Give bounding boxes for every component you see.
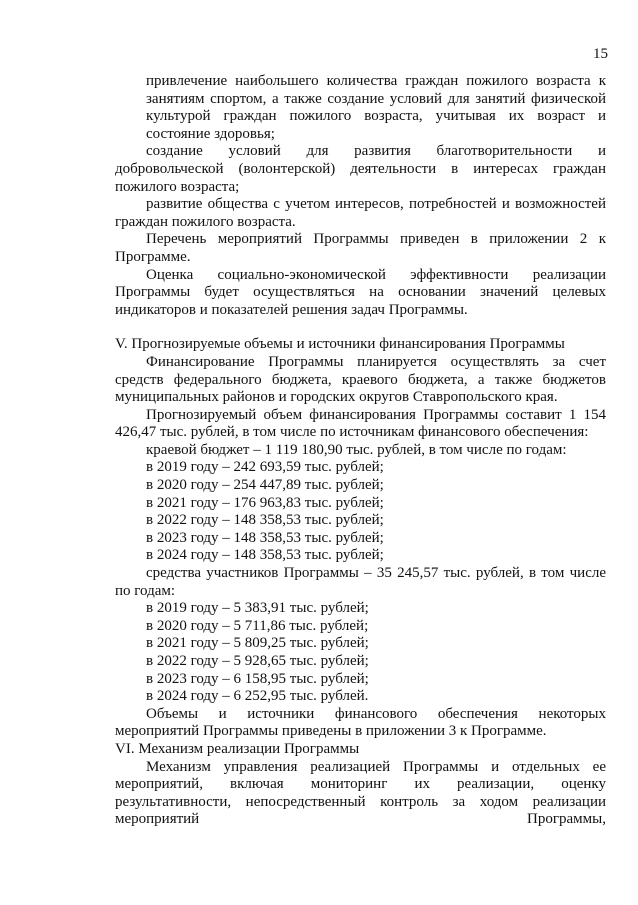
paragraph: создание условий для развития благотворительности и добровольческой (волонтерской) деятельности в интересах граждан пожилого возраста; [115,143,606,195]
funding-source-regional: краевой бюджет – 1 119 180,90 тыс. рублей, в том числе по годам: [146,441,567,458]
paragraph: Объемы и источники финансового обеспечения некоторых мероприятий Программы приведены в приложении 3 к Программе. [115,705,606,740]
paragraph: Механизм управления реализацией Программы и отдельных ее мероприятий, включая мониторинг их реализации, оценку результативности, непосредственный контроль за ходом реализации мероприятий Программы, [115,758,606,828]
document-body [115,73,606,829]
paragraph: Оценка социально-экономической эффективности реализации Программы будет осуществляться на основании значений целевых индикаторов и показателей решения задач Программы. [115,266,606,318]
participants-year-line: в 2024 году – 6 252,95 тыс. рублей. [146,688,369,705]
regional-year-line: в 2023 году – 148 358,53 тыс. рублей; [146,529,384,546]
participants-year-line: в 2020 году – 5 711,86 тыс. рублей; [146,617,369,634]
section-heading-v: V. Прогнозируемые объемы и источники финансирования Программы [115,336,565,353]
paragraph: Прогнозируемый объем финансирования Программы составит 1 154 426,47 тыс. рублей, в том числе по источникам финансового обеспечения: [115,406,606,441]
participants-year-line: в 2022 году – 5 928,65 тыс. рублей; [146,653,369,669]
section-heading-vi: VI. Механизм реализации Программы [115,740,360,757]
participants-year-line: в 2019 году – 5 383,91 тыс. рублей; [146,600,369,617]
participants-year-line: в 2023 году – 6 158,95 тыс. рублей; [146,670,369,687]
paragraph: Перечень мероприятий Программы приведен в приложении 2 к Программе. [115,231,606,265]
page-number: 15 [593,46,608,62]
paragraph: Финансирование Программы планируется осуществлять за счет средств федерального бюджета, краевого бюджета, а также бюджетов муниципальных районов и городских округов Ставропольского края. [115,353,606,406]
regional-year-line: в 2022 году – 148 358,53 тыс. рублей; [146,512,384,529]
funding-source-participants: средства участников Программы – 35 245,57 тыс. рублей, в том числе по годам: [115,565,606,599]
regional-year-line: в 2024 году – 148 358,53 тыс. рублей; [146,547,384,564]
participants-year-line: в 2021 году – 5 809,25 тыс. рублей; [146,635,369,652]
paragraph: развитие общества с учетом интересов, потребностей и возможностей граждан пожилого возраста. [115,196,606,230]
regional-year-line: в 2020 году – 254 447,89 тыс. рублей; [146,477,384,494]
regional-year-line: в 2019 году – 242 693,59 тыс. рублей; [146,459,384,476]
regional-year-line: в 2021 году – 176 963,83 тыс. рублей; [146,494,384,511]
paragraph: привлечение наибольшего количества граждан пожилого возраста к занятиям спортом, а также создание условий для занятий физической культурой граждан пожилого возраста, учитывая их возраст и состояние здоровья; [146,73,606,142]
